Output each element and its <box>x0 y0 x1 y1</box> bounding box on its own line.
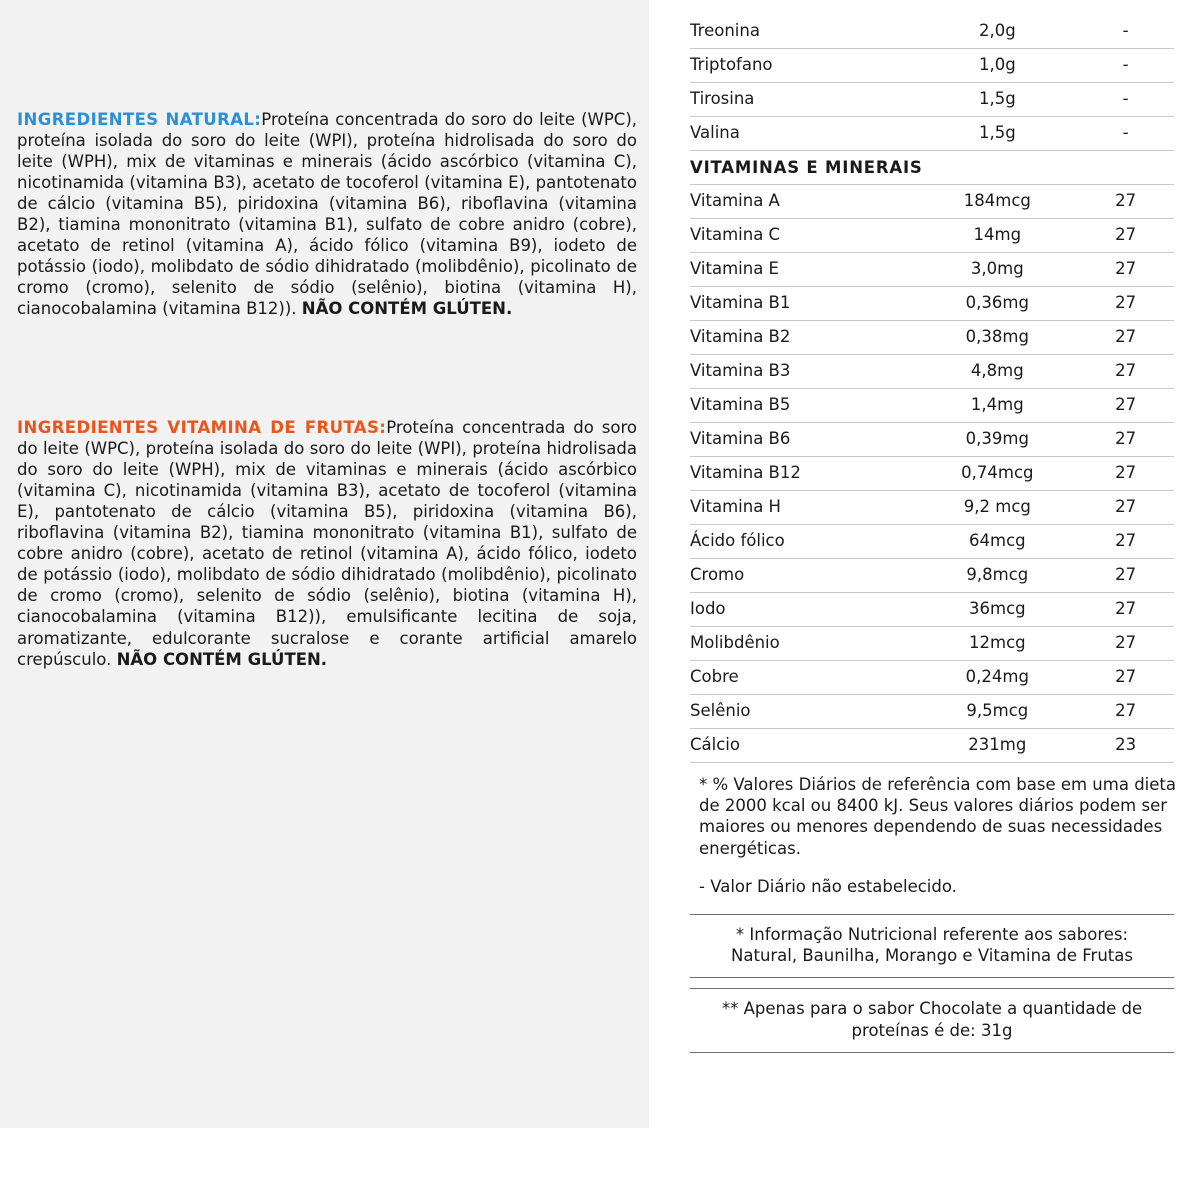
table-row <box>690 14 1174 48</box>
nutrient-quantity: 2,0g <box>917 14 1077 48</box>
nutrition-table <box>690 14 1174 763</box>
footnote-daily-values: * % Valores Diários de referência com base em uma dieta de 2000 kcal ou 8400 kJ. Seus valores diários podem ser maiores ou menores dependendo de suas necessidades energéticas. <box>699 774 1176 858</box>
footnote-flavors: * Informação Nutricional referente aos sabores: Natural, Baunilha, Morango e Vitamina de Frutas <box>731 924 1133 966</box>
table-row <box>690 354 1174 388</box>
footnote-chocolate: ** Apenas para o sabor Chocolate a quantidade de proteínas é de: 31g <box>721 999 1143 1040</box>
ingredients-natural-body: Proteína concentrada do soro do leite (WPC), proteína isolada do soro do leite (WPI), proteína hidrolisada do soro do leite (WPH), mix de vitaminas e minerais (ácido ascórbico (vitamina C), nicotinamida (vitamina B3), acetato de tocoferol (vitamina E), pantotenato de cálcio (vitamina B5), piridoxina (vitamina B6), riboflavina (vitamina B2), tiamina mononitrato (vitamina B1), sulfato de cobre anidro (cobre), acetato de retinol (vitamina A), ácido fólico (vitamina B9), iodeto de potássio (iodo), molibdato de sódio dihidratado (molibdênio), picolinato de cromo (cromo), selenito de sódio (selênio), biotina (vitamina H), cianocobalamina (vitamina B12)). <box>17 109 637 319</box>
nutrient-daily-value: - <box>1077 48 1174 82</box>
nutrient-quantity: 0,74mcg <box>917 456 1077 490</box>
nutrient-daily-value: 27 <box>1077 354 1174 388</box>
ingredients-frutas-block <box>17 417 637 670</box>
nutrient-name: Tirosina <box>690 82 917 116</box>
nutrient-daily-value: 27 <box>1077 456 1174 490</box>
nutrient-daily-value: - <box>1077 82 1174 116</box>
nutrient-name: Cálcio <box>690 728 917 762</box>
nutrient-name: Treonina <box>690 14 917 48</box>
table-row <box>690 626 1174 660</box>
nutrient-daily-value: 23 <box>1077 728 1174 762</box>
nutrient-quantity: 1,5g <box>917 116 1077 150</box>
nutrient-quantity: 1,5g <box>917 82 1077 116</box>
nutrient-quantity: 4,8mg <box>917 354 1077 388</box>
nutrient-daily-value: 27 <box>1077 252 1174 286</box>
nutrient-daily-value: 27 <box>1077 286 1174 320</box>
nutrient-quantity: 9,5mcg <box>917 694 1077 728</box>
ingredients-natural-block <box>17 109 637 320</box>
nutrient-daily-value: 27 <box>1077 422 1174 456</box>
nutrient-name: Iodo <box>690 592 917 626</box>
nutrient-name: Ácido fólico <box>690 524 917 558</box>
section-label: VITAMINAS E MINERAIS <box>690 150 1174 184</box>
ingredients-frutas-body: Proteína concentrada do soro do leite (WPC), proteína isolada do soro do leite (WPI), proteína hidrolisada do soro do leite (WPH), mix de vitaminas e minerais (ácido ascórbico (vitamina C), nicotinamida (vitamina B3), acetato de tocoferol (vitamina E), pantotenato de cálcio (vitamina B5), piridoxina (vitamina B6), riboflavina (vitamina B2), tiamina mononitrato (vitamina B1), sulfato de cobre anidro (cobre), acetato de retinol (vitamina A), ácido fólico, iodeto de potássio (iodo), molibdato de sódio dihidratado (molibdênio), picolinato de cromo (cromo), selenito de sódio (selênio), biotina (vitamina H), cianocobalamina (vitamina B12)), emulsificante lecitina de soja, aromatizante, edulcorante sucralose e corante artificial amarelo crepúsculo. <box>17 417 637 669</box>
table-row <box>690 218 1174 252</box>
nutrient-name: Vitamina E <box>690 252 917 286</box>
table-row <box>690 456 1174 490</box>
nutrient-daily-value: - <box>1077 116 1174 150</box>
table-row <box>690 694 1174 728</box>
nutrient-name: Vitamina A <box>690 184 917 218</box>
table-row <box>690 286 1174 320</box>
table-row <box>690 728 1174 762</box>
table-row <box>690 422 1174 456</box>
nutrient-daily-value: 27 <box>1077 320 1174 354</box>
divider-chocolate-bottom <box>690 1052 1174 1053</box>
nutrient-daily-value: 27 <box>1077 626 1174 660</box>
nutrient-name: Vitamina B5 <box>690 388 917 422</box>
nutrient-daily-value: 27 <box>1077 490 1174 524</box>
table-row <box>690 558 1174 592</box>
nutrient-daily-value: 27 <box>1077 694 1174 728</box>
nutrient-quantity: 0,38mg <box>917 320 1077 354</box>
nutrient-name: Cobre <box>690 660 917 694</box>
table-row <box>690 82 1174 116</box>
nutrient-quantity: 0,39mg <box>917 422 1077 456</box>
nutrient-daily-value: - <box>1077 14 1174 48</box>
nutrient-quantity: 231mg <box>917 728 1077 762</box>
table-row <box>690 116 1174 150</box>
nutrient-quantity: 14mg <box>917 218 1077 252</box>
ingredients-natural-heading: INGREDIENTES NATURAL: <box>17 109 262 129</box>
nutrient-name: Valina <box>690 116 917 150</box>
table-row <box>690 388 1174 422</box>
table-row <box>690 490 1174 524</box>
nutrient-name: Vitamina B3 <box>690 354 917 388</box>
nutrient-name: Vitamina C <box>690 218 917 252</box>
nutrient-quantity: 9,8mcg <box>917 558 1077 592</box>
table-row <box>690 592 1174 626</box>
ingredients-frutas-gluten-note: NÃO CONTÉM GLÚTEN. <box>116 649 328 669</box>
nutrient-quantity: 9,2 mcg <box>917 490 1077 524</box>
nutrient-daily-value: 27 <box>1077 592 1174 626</box>
nutrient-name: Vitamina B2 <box>690 320 917 354</box>
nutrient-quantity: 0,36mg <box>917 286 1077 320</box>
table-section-header <box>690 150 1174 184</box>
table-row <box>690 660 1174 694</box>
nutrient-name: Vitamina B6 <box>690 422 917 456</box>
nutrient-daily-value: 27 <box>1077 558 1174 592</box>
nutrient-name: Selênio <box>690 694 917 728</box>
nutrient-quantity: 1,4mg <box>917 388 1077 422</box>
footnote-not-established: - Valor Diário não estabelecido. <box>699 876 957 896</box>
nutrient-name: Vitamina B1 <box>690 286 917 320</box>
nutrient-name: Vitamina H <box>690 490 917 524</box>
nutrient-quantity: 3,0mg <box>917 252 1077 286</box>
nutrient-daily-value: 27 <box>1077 388 1174 422</box>
nutrient-daily-value: 27 <box>1077 184 1174 218</box>
table-row <box>690 48 1174 82</box>
table-row <box>690 524 1174 558</box>
nutrient-daily-value: 27 <box>1077 524 1174 558</box>
nutrient-daily-value: 27 <box>1077 218 1174 252</box>
nutrient-daily-value: 27 <box>1077 660 1174 694</box>
ingredients-frutas-heading: INGREDIENTES VITAMINA DE FRUTAS: <box>17 417 387 437</box>
nutrition-panel <box>690 0 1190 1200</box>
nutrient-quantity: 64mcg <box>917 524 1077 558</box>
nutrient-name: Cromo <box>690 558 917 592</box>
table-row <box>690 184 1174 218</box>
nutrient-name: Triptofano <box>690 48 917 82</box>
nutrient-quantity: 184mcg <box>917 184 1077 218</box>
nutrient-name: Vitamina B12 <box>690 456 917 490</box>
ingredients-natural-gluten-note: NÃO CONTÉM GLÚTEN. <box>301 299 513 319</box>
nutrient-quantity: 36mcg <box>917 592 1077 626</box>
nutrient-quantity: 12mcg <box>917 626 1077 660</box>
nutrient-name: Molibdênio <box>690 626 917 660</box>
nutrient-quantity: 0,24mg <box>917 660 1077 694</box>
nutrient-quantity: 1,0g <box>917 48 1077 82</box>
table-row <box>690 252 1174 286</box>
table-row <box>690 320 1174 354</box>
